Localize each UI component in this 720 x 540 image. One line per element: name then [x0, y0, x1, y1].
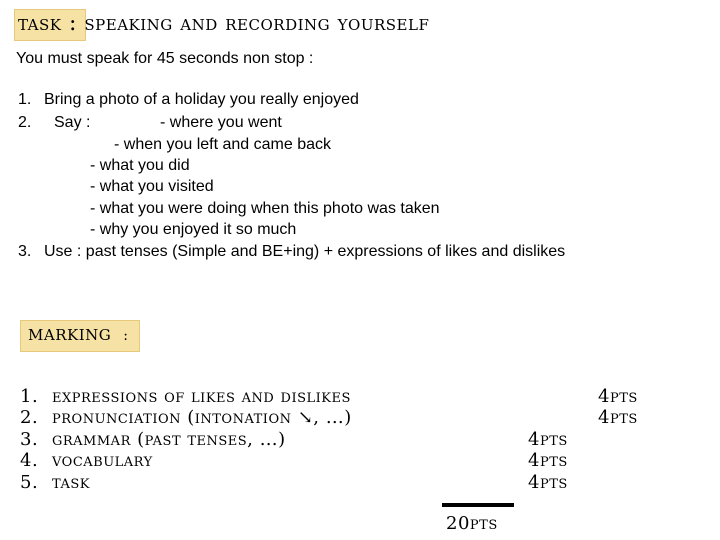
marking-heading — [28, 321, 128, 346]
say-item-3: - what you visited — [90, 178, 214, 195]
step-3-label: Use — [44, 243, 73, 260]
page-title — [18, 11, 429, 36]
marking-item-2-label: pronunciation (intonation ↘, …) — [52, 407, 352, 428]
step-1-number: 1. — [18, 91, 32, 108]
title-task-word: task — [18, 11, 62, 36]
total-rule — [442, 503, 514, 507]
marking-item-4-number: 4. — [20, 450, 39, 471]
marking-item-2-points: 4pts — [598, 407, 638, 428]
marking-item-5-points: 4pts — [528, 472, 568, 493]
title-rest: : speaking and recording yourself — [61, 11, 430, 36]
marking-item-5-number: 5. — [20, 472, 39, 493]
marking-item-1-points: 4pts — [598, 386, 638, 407]
marking-item-3-points: 4pts — [528, 429, 568, 450]
total-points: 20pts — [446, 513, 498, 534]
say-item-1: - when you left and came back — [114, 136, 332, 153]
marking-title: marking — [28, 321, 112, 346]
marking-item-5-label: task — [52, 472, 90, 493]
step-2-text: - where you went — [160, 114, 282, 131]
step-3-number: 3. — [18, 243, 32, 260]
step-3-text: : past tenses (Simple and BE+ing) + expressions of likes and dislikes — [72, 243, 566, 260]
marking-item-4-label: vocabulary — [52, 450, 153, 471]
marking-item-2-number: 2. — [20, 407, 39, 428]
say-item-4: - what you were doing when this photo was taken — [90, 200, 440, 217]
marking-colon: : — [123, 328, 129, 344]
marking-item-3 — [20, 429, 286, 450]
step-2-number: 2. — [18, 114, 32, 131]
marking-item-5 — [20, 472, 90, 493]
step-1-highlight: Bring a photo — [44, 91, 140, 108]
step-1 — [18, 91, 359, 109]
marking-item-4 — [20, 450, 153, 471]
intro-text: You must speak for 45 seconds non stop : — [16, 50, 314, 67]
say-item-2: - what you did — [90, 157, 190, 174]
marking-item-3-number: 3. — [20, 429, 39, 450]
marking-item-2 — [20, 407, 352, 428]
step-3 — [18, 243, 565, 261]
marking-item-4-points: 4pts — [528, 450, 568, 471]
marking-item-1-number: 1. — [20, 386, 39, 407]
marking-item-3-label: grammar (past tenses, …) — [52, 429, 286, 450]
step-2-label: Say : — [54, 114, 91, 131]
marking-item-1-label: expressions of likes and dislikes — [52, 386, 351, 407]
marking-item-1 — [20, 386, 351, 407]
step-1-text: of a holiday you really enjoyed — [139, 91, 359, 108]
say-item-5: - why you enjoyed it so much — [90, 221, 297, 238]
